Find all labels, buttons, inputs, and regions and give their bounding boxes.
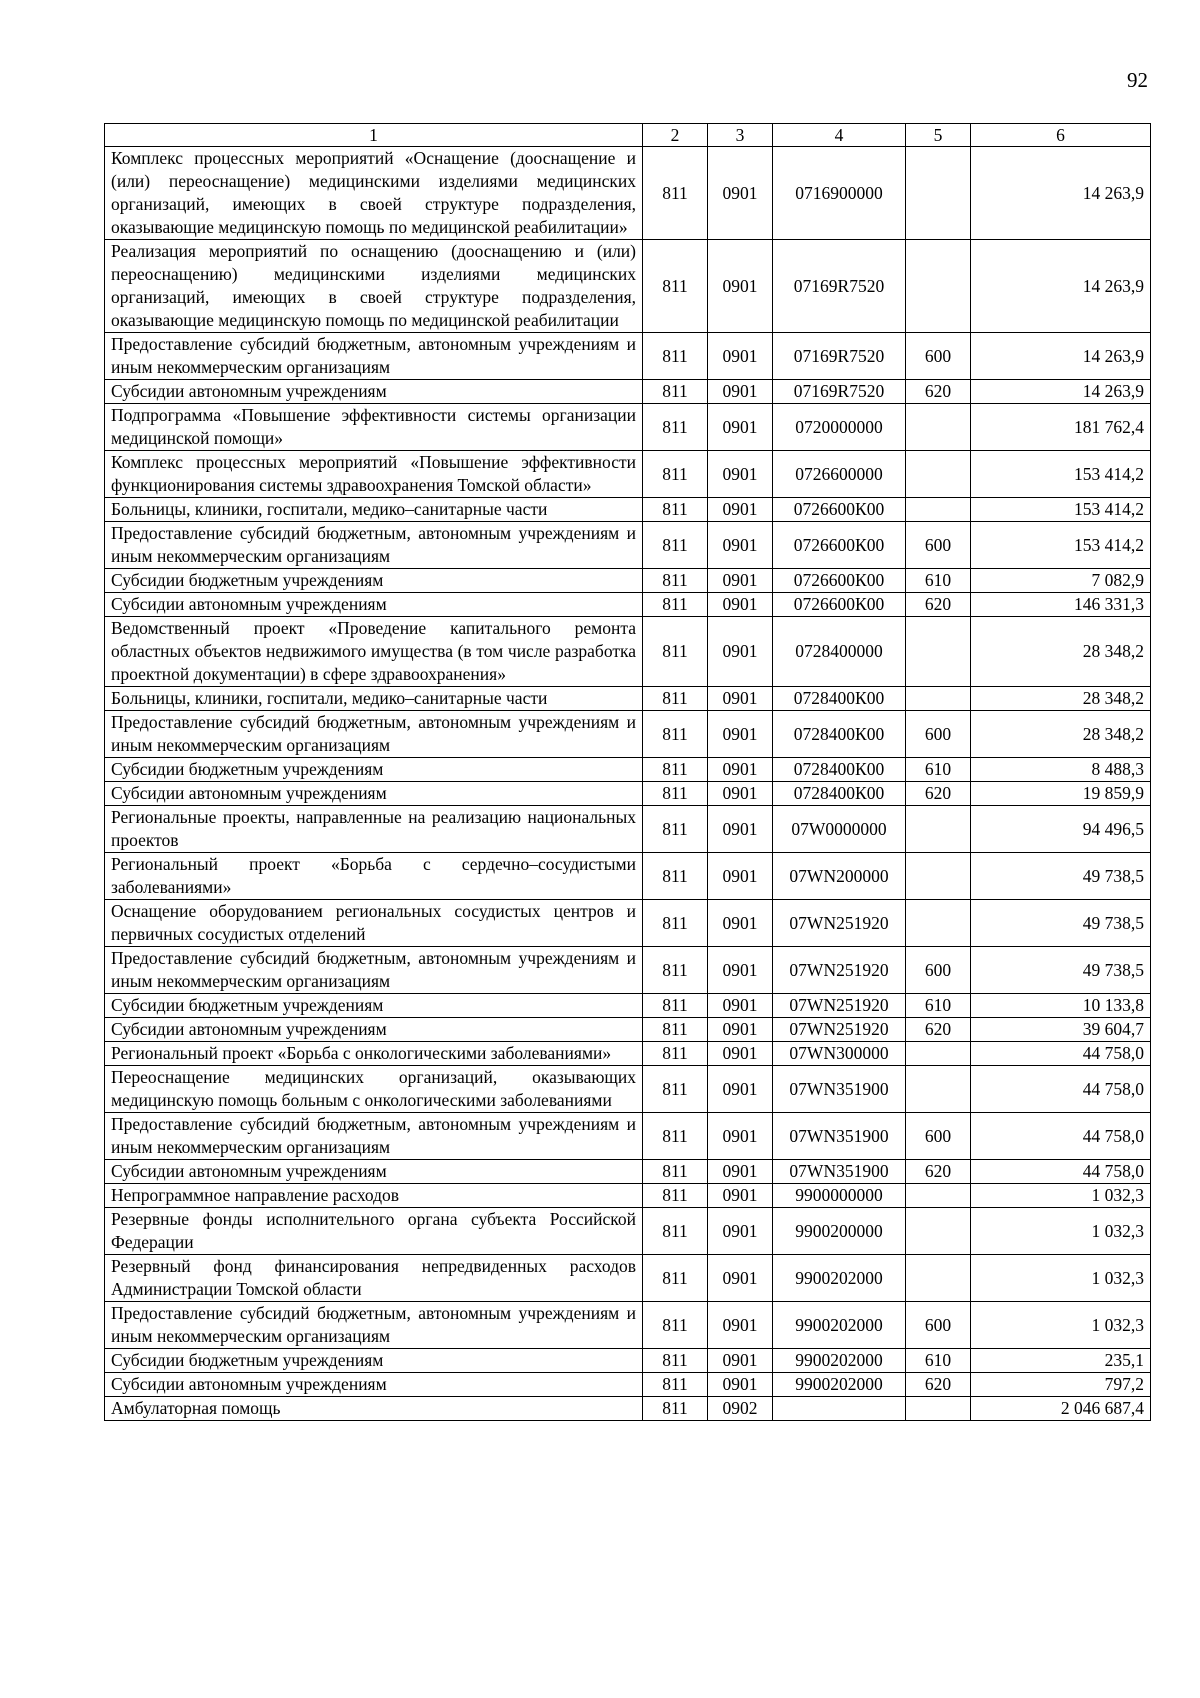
cell-name: Субсидии автономным учреждениям [105, 782, 643, 806]
table-row [105, 1373, 1151, 1397]
cell-col-4: 9900200000 [773, 1208, 906, 1255]
cell-amount: 19 859,9 [971, 782, 1151, 806]
cell-amount: 44 758,0 [971, 1042, 1151, 1066]
cell-col-3: 0901 [708, 451, 773, 498]
cell-col-5 [906, 1184, 971, 1208]
cell-col-2: 811 [643, 1373, 708, 1397]
cell-amount: 235,1 [971, 1349, 1151, 1373]
cell-col-3: 0901 [708, 522, 773, 569]
cell-amount: 39 604,7 [971, 1018, 1151, 1042]
cell-col-4: 0726600000 [773, 451, 906, 498]
cell-name: Субсидии автономным учреждениям [105, 1373, 643, 1397]
cell-col-5: 600 [906, 1302, 971, 1349]
cell-col-3: 0901 [708, 593, 773, 617]
cell-col-5: 620 [906, 1373, 971, 1397]
cell-col-5 [906, 1042, 971, 1066]
table-row [105, 240, 1151, 333]
cell-col-5: 610 [906, 569, 971, 593]
table-row [105, 1160, 1151, 1184]
cell-col-2: 811 [643, 240, 708, 333]
cell-col-4 [773, 1397, 906, 1421]
cell-col-4: 07WN351900 [773, 1066, 906, 1113]
cell-col-5 [906, 853, 971, 900]
cell-col-5: 610 [906, 994, 971, 1018]
cell-amount: 1 032,3 [971, 1184, 1151, 1208]
cell-col-2: 811 [643, 569, 708, 593]
cell-col-3: 0901 [708, 1208, 773, 1255]
table-row [105, 1397, 1151, 1421]
table-row [105, 782, 1151, 806]
cell-col-5 [906, 240, 971, 333]
cell-col-3: 0901 [708, 1373, 773, 1397]
cell-col-4: 0728400К00 [773, 758, 906, 782]
cell-col-4: 07WN251920 [773, 947, 906, 994]
cell-amount: 2 046 687,4 [971, 1397, 1151, 1421]
cell-col-4: 0726600К00 [773, 569, 906, 593]
table-row [105, 947, 1151, 994]
cell-name: Амбулаторная помощь [105, 1397, 643, 1421]
cell-col-3: 0901 [708, 994, 773, 1018]
cell-col-5 [906, 617, 971, 687]
cell-col-3: 0901 [708, 853, 773, 900]
cell-amount: 1 032,3 [971, 1255, 1151, 1302]
cell-col-5 [906, 1397, 971, 1421]
table-row [105, 569, 1151, 593]
cell-amount: 1 032,3 [971, 1302, 1151, 1349]
cell-name: Реализация мероприятий по оснащению (дооснащению и (или) переоснащению) медицинскими изделиями медицинских организаций, имеющих в своей структуре подразделения, оказывающие медицинскую помощь по медицинской реабилитации [105, 240, 643, 333]
cell-amount: 44 758,0 [971, 1113, 1151, 1160]
cell-name: Предоставление субсидий бюджетным, автономным учреждениям и иным некоммерческим организациям [105, 711, 643, 758]
cell-col-4: 07WN200000 [773, 853, 906, 900]
cell-col-2: 811 [643, 451, 708, 498]
cell-col-4: 9900202000 [773, 1373, 906, 1397]
cell-col-5 [906, 687, 971, 711]
table-row [105, 1349, 1151, 1373]
cell-amount: 44 758,0 [971, 1160, 1151, 1184]
cell-amount: 94 496,5 [971, 806, 1151, 853]
cell-col-4: 0726600К00 [773, 498, 906, 522]
cell-col-5: 610 [906, 758, 971, 782]
cell-col-3: 0901 [708, 147, 773, 240]
table-row [105, 711, 1151, 758]
cell-name: Региональный проект «Борьба с онкологическими заболеваниями» [105, 1042, 643, 1066]
header-col-5: 5 [906, 124, 971, 147]
cell-col-2: 811 [643, 947, 708, 994]
cell-col-2: 811 [643, 1255, 708, 1302]
cell-name: Субсидии бюджетным учреждениям [105, 994, 643, 1018]
table-row [105, 900, 1151, 947]
cell-col-3: 0901 [708, 1018, 773, 1042]
cell-col-5: 600 [906, 1113, 971, 1160]
header-row [105, 124, 1151, 147]
cell-col-2: 811 [643, 1042, 708, 1066]
cell-col-5: 600 [906, 522, 971, 569]
cell-name: Непрограммное направление расходов [105, 1184, 643, 1208]
cell-name: Региональные проекты, направленные на реализацию национальных проектов [105, 806, 643, 853]
cell-name: Субсидии автономным учреждениям [105, 1018, 643, 1042]
cell-col-3: 0901 [708, 1113, 773, 1160]
table-row [105, 1255, 1151, 1302]
header-col-2: 2 [643, 124, 708, 147]
cell-name: Предоставление субсидий бюджетным, автономным учреждениям и иным некоммерческим организациям [105, 1302, 643, 1349]
cell-col-2: 811 [643, 1066, 708, 1113]
cell-col-4: 0728400К00 [773, 782, 906, 806]
cell-name: Субсидии автономным учреждениям [105, 380, 643, 404]
table-row [105, 1208, 1151, 1255]
cell-amount: 797,2 [971, 1373, 1151, 1397]
cell-name: Подпрограмма «Повышение эффективности системы организации медицинской помощи» [105, 404, 643, 451]
cell-col-2: 811 [643, 1349, 708, 1373]
cell-col-5 [906, 1066, 971, 1113]
cell-amount: 181 762,4 [971, 404, 1151, 451]
cell-name: Предоставление субсидий бюджетным, автономным учреждениям и иным некоммерческим организациям [105, 522, 643, 569]
cell-col-2: 811 [643, 380, 708, 404]
cell-col-3: 0902 [708, 1397, 773, 1421]
cell-col-3: 0901 [708, 333, 773, 380]
cell-col-5: 600 [906, 947, 971, 994]
cell-amount: 44 758,0 [971, 1066, 1151, 1113]
cell-col-3: 0901 [708, 1184, 773, 1208]
table-row [105, 333, 1151, 380]
cell-col-3: 0901 [708, 782, 773, 806]
cell-amount: 14 263,9 [971, 333, 1151, 380]
cell-col-2: 811 [643, 404, 708, 451]
header-col-4: 4 [773, 124, 906, 147]
cell-col-4: 07169R7520 [773, 333, 906, 380]
cell-col-5: 600 [906, 711, 971, 758]
cell-col-3: 0901 [708, 947, 773, 994]
cell-col-5 [906, 147, 971, 240]
cell-col-3: 0901 [708, 1349, 773, 1373]
cell-col-3: 0901 [708, 404, 773, 451]
cell-col-2: 811 [643, 617, 708, 687]
cell-col-4: 0728400К00 [773, 711, 906, 758]
table-row [105, 1066, 1151, 1113]
cell-col-3: 0901 [708, 758, 773, 782]
cell-col-5 [906, 1255, 971, 1302]
cell-amount: 28 348,2 [971, 617, 1151, 687]
cell-name: Комплекс процессных мероприятий «Повышение эффективности функционирования системы здравоохранения Томской области» [105, 451, 643, 498]
header-col-3: 3 [708, 124, 773, 147]
cell-name: Больницы, клиники, госпитали, медико–санитарные части [105, 498, 643, 522]
table-row [105, 806, 1151, 853]
cell-col-3: 0901 [708, 806, 773, 853]
cell-amount: 28 348,2 [971, 711, 1151, 758]
cell-col-4: 9900000000 [773, 1184, 906, 1208]
cell-col-5: 620 [906, 1018, 971, 1042]
table-row [105, 380, 1151, 404]
cell-name: Предоставление субсидий бюджетным, автономным учреждениям и иным некоммерческим организациям [105, 1113, 643, 1160]
page-number: 92 [1127, 68, 1148, 92]
table-row [105, 147, 1151, 240]
cell-name: Предоставление субсидий бюджетным, автономным учреждениям и иным некоммерческим организациям [105, 333, 643, 380]
cell-col-3: 0901 [708, 240, 773, 333]
cell-col-2: 811 [643, 498, 708, 522]
table-row [105, 687, 1151, 711]
cell-col-2: 811 [643, 994, 708, 1018]
cell-col-2: 811 [643, 147, 708, 240]
cell-col-4: 07169R7520 [773, 240, 906, 333]
cell-name: Предоставление субсидий бюджетным, автономным учреждениям и иным некоммерческим организациям [105, 947, 643, 994]
cell-name: Ведомственный проект «Проведение капитального ремонта областных объектов недвижимого имущества (в том числе разработка проектной документации) в сфере здравоохранения» [105, 617, 643, 687]
cell-col-2: 811 [643, 806, 708, 853]
cell-name: Субсидии автономным учреждениям [105, 1160, 643, 1184]
table-row [105, 1302, 1151, 1349]
table-row [105, 1042, 1151, 1066]
cell-col-5: 610 [906, 1349, 971, 1373]
cell-col-5 [906, 806, 971, 853]
cell-name: Региональный проект «Борьба с сердечно–сосудистыми заболеваниями» [105, 853, 643, 900]
cell-col-2: 811 [643, 687, 708, 711]
cell-col-4: 0728400К00 [773, 687, 906, 711]
cell-col-2: 811 [643, 1208, 708, 1255]
cell-col-3: 0901 [708, 1255, 773, 1302]
table-row [105, 451, 1151, 498]
cell-col-4: 07WN351900 [773, 1160, 906, 1184]
cell-name: Субсидии бюджетным учреждениям [105, 569, 643, 593]
cell-col-5: 620 [906, 380, 971, 404]
table-row [105, 758, 1151, 782]
cell-col-5 [906, 404, 971, 451]
cell-name: Резервные фонды исполнительного органа субъекта Российской Федерации [105, 1208, 643, 1255]
cell-col-2: 811 [643, 593, 708, 617]
cell-col-4: 9900202000 [773, 1255, 906, 1302]
cell-col-3: 0901 [708, 900, 773, 947]
cell-amount: 14 263,9 [971, 380, 1151, 404]
cell-col-2: 811 [643, 711, 708, 758]
table-row [105, 1113, 1151, 1160]
cell-col-4: 07WN300000 [773, 1042, 906, 1066]
cell-col-4: 07W0000000 [773, 806, 906, 853]
cell-amount: 153 414,2 [971, 522, 1151, 569]
cell-col-4: 0728400000 [773, 617, 906, 687]
cell-col-3: 0901 [708, 569, 773, 593]
cell-col-3: 0901 [708, 1042, 773, 1066]
cell-name: Субсидии бюджетным учреждениям [105, 1349, 643, 1373]
header-col-1: 1 [105, 124, 643, 147]
table-row [105, 593, 1151, 617]
cell-col-4: 0726600К00 [773, 522, 906, 569]
cell-col-4: 0716900000 [773, 147, 906, 240]
table-row [105, 498, 1151, 522]
table-row [105, 1018, 1151, 1042]
cell-col-3: 0901 [708, 711, 773, 758]
cell-amount: 153 414,2 [971, 498, 1151, 522]
cell-col-5: 620 [906, 1160, 971, 1184]
cell-col-5 [906, 900, 971, 947]
cell-col-3: 0901 [708, 498, 773, 522]
cell-col-4: 9900202000 [773, 1302, 906, 1349]
cell-col-4: 07169R7520 [773, 380, 906, 404]
cell-name: Комплекс процессных мероприятий «Оснащение (дооснащение и (или) переоснащение) медицинскими изделиями медицинских организаций, имеющих в своей структуре подразделения, оказывающие медицинскую помощь по медицинской реабилитации» [105, 147, 643, 240]
cell-name: Резервный фонд финансирования непредвиденных расходов Администрации Томской области [105, 1255, 643, 1302]
cell-amount: 14 263,9 [971, 147, 1151, 240]
cell-col-5 [906, 498, 971, 522]
cell-amount: 10 133,8 [971, 994, 1151, 1018]
cell-col-4: 07WN251920 [773, 994, 906, 1018]
cell-col-4: 07WN351900 [773, 1113, 906, 1160]
table-row [105, 522, 1151, 569]
cell-col-2: 811 [643, 1302, 708, 1349]
cell-col-3: 0901 [708, 617, 773, 687]
cell-col-3: 0901 [708, 1066, 773, 1113]
cell-col-2: 811 [643, 1160, 708, 1184]
cell-amount: 49 738,5 [971, 947, 1151, 994]
cell-name: Субсидии автономным учреждениям [105, 593, 643, 617]
cell-col-2: 811 [643, 853, 708, 900]
header-col-6: 6 [971, 124, 1151, 147]
cell-amount: 28 348,2 [971, 687, 1151, 711]
cell-col-4: 07WN251920 [773, 1018, 906, 1042]
cell-col-2: 811 [643, 1113, 708, 1160]
cell-col-5 [906, 451, 971, 498]
cell-name: Оснащение оборудованием региональных сосудистых центров и первичных сосудистых отделений [105, 900, 643, 947]
cell-amount: 7 082,9 [971, 569, 1151, 593]
cell-col-3: 0901 [708, 1302, 773, 1349]
table-row [105, 1184, 1151, 1208]
table-row [105, 994, 1151, 1018]
cell-col-2: 811 [643, 1397, 708, 1421]
cell-amount: 49 738,5 [971, 853, 1151, 900]
cell-col-3: 0901 [708, 1160, 773, 1184]
cell-name: Переоснащение медицинских организаций, оказывающих медицинскую помощь больным с онкологическими заболеваниями [105, 1066, 643, 1113]
cell-col-2: 811 [643, 758, 708, 782]
cell-amount: 153 414,2 [971, 451, 1151, 498]
cell-amount: 14 263,9 [971, 240, 1151, 333]
cell-col-2: 811 [643, 333, 708, 380]
budget-table [104, 123, 1151, 1421]
cell-name: Субсидии бюджетным учреждениям [105, 758, 643, 782]
cell-col-2: 811 [643, 1184, 708, 1208]
cell-col-3: 0901 [708, 687, 773, 711]
cell-amount: 49 738,5 [971, 900, 1151, 947]
cell-col-5: 620 [906, 593, 971, 617]
cell-col-2: 811 [643, 1018, 708, 1042]
cell-col-4: 07WN251920 [773, 900, 906, 947]
cell-col-5: 620 [906, 782, 971, 806]
cell-col-4: 0726600К00 [773, 593, 906, 617]
cell-col-2: 811 [643, 900, 708, 947]
cell-col-4: 9900202000 [773, 1349, 906, 1373]
table-row [105, 404, 1151, 451]
table-row [105, 617, 1151, 687]
cell-col-4: 0720000000 [773, 404, 906, 451]
cell-col-3: 0901 [708, 380, 773, 404]
cell-name: Больницы, клиники, госпитали, медико–санитарные части [105, 687, 643, 711]
cell-col-5: 600 [906, 333, 971, 380]
cell-col-2: 811 [643, 522, 708, 569]
table-row [105, 853, 1151, 900]
cell-amount: 146 331,3 [971, 593, 1151, 617]
cell-amount: 8 488,3 [971, 758, 1151, 782]
cell-col-5 [906, 1208, 971, 1255]
cell-col-2: 811 [643, 782, 708, 806]
cell-amount: 1 032,3 [971, 1208, 1151, 1255]
